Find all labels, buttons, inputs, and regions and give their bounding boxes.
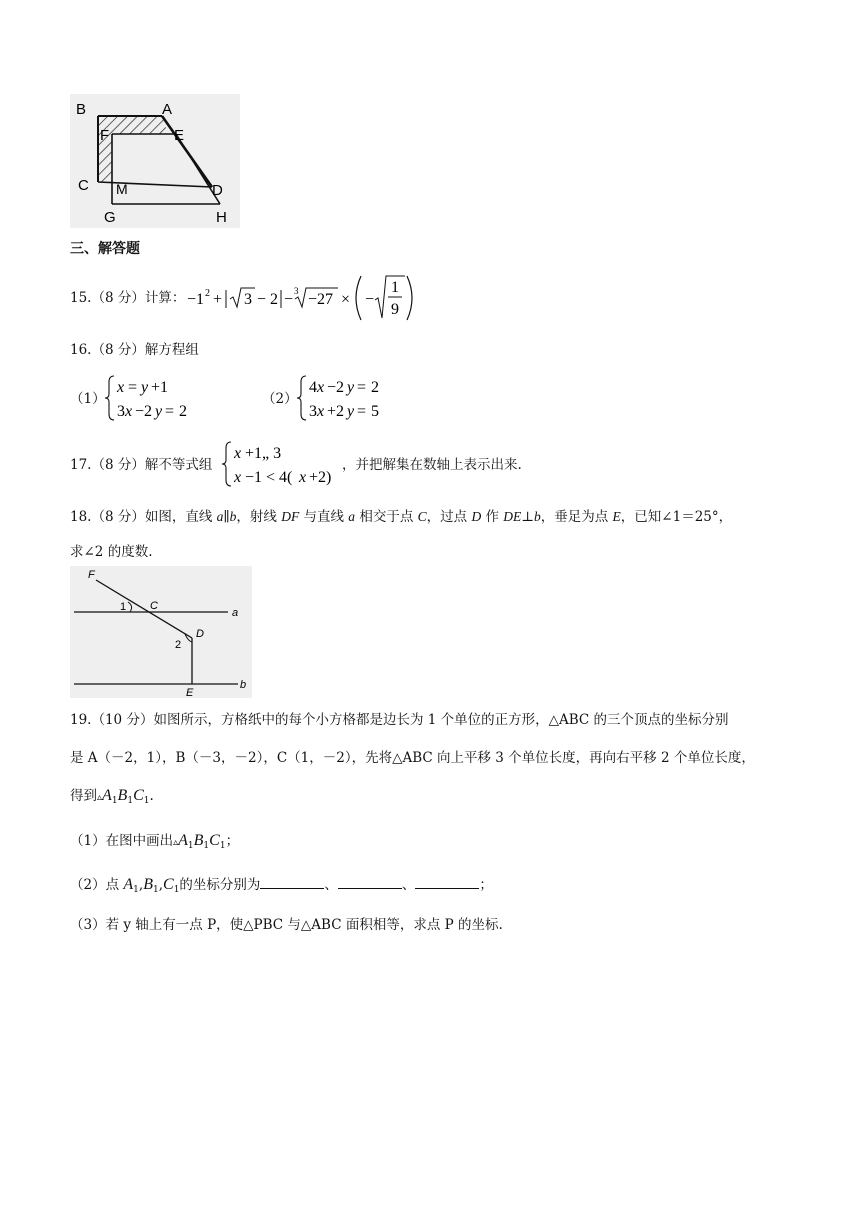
svg-text:×: ×	[341, 291, 351, 308]
q19-sub1: （1）在图中画出$▵A_1B_1C_1$；	[70, 832, 240, 851]
svg-text:=: =	[357, 403, 367, 420]
parallel-lines-figure	[70, 566, 252, 698]
svg-text:x: x	[234, 445, 242, 462]
svg-text:x: x	[299, 469, 307, 486]
q19-sub2-text-b: 的坐标分别为	[179, 877, 261, 893]
svg-text:−2: −2	[327, 379, 345, 396]
q16-head: 16.（8 分）解方程组	[70, 342, 199, 358]
svg-text:=: =	[357, 379, 367, 396]
svg-text:y: y	[347, 379, 355, 396]
svg-text:y: y	[155, 403, 163, 420]
svg-text:−1 < 4(: −1 < 4(	[245, 469, 293, 486]
q15-expression-svg	[183, 272, 413, 324]
q15-expression	[183, 272, 413, 324]
svg-text:x: x	[317, 403, 325, 420]
label-A: A	[162, 101, 173, 118]
svg-text:y: y	[141, 379, 149, 396]
svg-text:2: 2	[205, 288, 210, 299]
trapezoid-figure	[70, 94, 240, 228]
svg-text:−: −	[284, 291, 294, 308]
q16-part2-label: （2）	[262, 391, 298, 407]
svg-text:3: 3	[294, 286, 299, 296]
q18-text-1: 18.（8 分）如图，直线	[70, 509, 217, 525]
fig2-label-C: C	[150, 600, 158, 612]
q19-sub3: （3）若 y 轴上有一点 P，使△PBC 与△ABC 面积相等，求点 P 的坐标.	[70, 917, 503, 933]
svg-text:=: =	[128, 379, 138, 396]
svg-text:+2: +2	[327, 403, 345, 420]
fig2-label-F: F	[88, 569, 95, 581]
q17-tail: ，并把解集在数轴上表示出来.	[342, 457, 522, 473]
q16-system-2	[296, 372, 416, 424]
label-D: D	[212, 182, 223, 199]
svg-text:=: =	[165, 403, 175, 420]
fig2-label-1: 1	[120, 601, 127, 613]
answer-blank-c1[interactable]	[415, 874, 479, 889]
trapezoid-figure-svg	[70, 94, 240, 228]
q19-line1: 19.（10 分）如图所示，方格纸中的每个小方格都是边长为 1 个单位的正方形，△ABC 的三个顶点的坐标分别	[70, 712, 729, 728]
label-E: E	[174, 127, 185, 144]
q17-system	[221, 438, 341, 490]
svg-text:x: x	[317, 379, 325, 396]
label-H: H	[216, 209, 227, 226]
fig2-label-b: b	[240, 679, 247, 691]
answer-blank-b1[interactable]	[338, 874, 402, 889]
svg-text:x: x	[117, 379, 125, 396]
svg-text:+1„ 3: +1„ 3	[245, 445, 282, 462]
svg-text:9: 9	[391, 301, 399, 318]
fig2-label-E: E	[186, 687, 194, 698]
svg-text:2: 2	[179, 403, 187, 420]
label-M: M	[116, 181, 128, 197]
q18-line1: 18.（8 分）如图，直线 a∥b，射线 DF 与直线 a 相交于点 C，过点 D 作 DE⊥b，垂足为点 E，已知∠1＝25°，	[70, 509, 733, 525]
q19-line3: 得到$▵A_1B_1C_1$.	[70, 787, 154, 806]
svg-text:3: 3	[244, 291, 252, 308]
q16-part1-label: （1）	[70, 391, 106, 407]
fig2-label-2: 2	[175, 639, 182, 651]
svg-text:+2): +2)	[309, 469, 332, 486]
svg-text:2: 2	[270, 291, 278, 308]
svg-text:−27: −27	[308, 291, 334, 308]
svg-text:−1: −1	[187, 291, 205, 308]
q18-text-7: ，垂足为点	[540, 509, 613, 525]
q16-system-2-svg	[296, 372, 416, 424]
q19-sub2: （2）点 $A_1,B_1,C_1$的坐标分别为 、 、 ；	[70, 876, 493, 895]
svg-text:−: −	[257, 291, 267, 308]
svg-text:4: 4	[309, 379, 317, 396]
svg-text:−: −	[365, 291, 375, 308]
label-B: B	[76, 101, 87, 118]
q19-line3-text: 得到	[70, 788, 97, 804]
q16-system-1-svg	[104, 372, 224, 424]
q18-text-2: ，射线	[236, 509, 282, 525]
q18-text-5: ，过点	[426, 509, 472, 525]
svg-text:1: 1	[391, 279, 399, 296]
q16-system-1	[104, 372, 224, 424]
q18-line2: 求∠2 的度数.	[70, 544, 153, 560]
q17-system-svg	[221, 438, 341, 490]
q18-text-8: ，已知∠1＝25°，	[620, 509, 733, 525]
svg-text:x: x	[234, 469, 242, 486]
label-C: C	[78, 177, 89, 194]
svg-text:+: +	[213, 291, 223, 308]
svg-text:2: 2	[371, 379, 379, 396]
q19-sub2-text-a: （2）点	[70, 877, 120, 893]
q17-head: 17.（8 分）解不等式组	[70, 457, 213, 473]
fig2-label-D: D	[196, 628, 204, 640]
q18-text-6: 作	[481, 509, 504, 525]
answer-blank-a1[interactable]	[260, 874, 324, 889]
q19-line2: 是 A（－2，1），B（－3，－2），C（1，－2），先将△ABC 向上平移 3 个单位长度，再向右平移 2 个单位长度，	[70, 750, 755, 766]
label-F: F	[100, 127, 110, 144]
svg-text:−2: −2	[135, 403, 153, 420]
q19-sub1-text: （1）在图中画出	[70, 833, 174, 849]
svg-text:+1: +1	[151, 379, 169, 396]
svg-text:x: x	[125, 403, 133, 420]
svg-text:3: 3	[309, 403, 317, 420]
parallel-lines-figure-svg	[70, 566, 252, 698]
q15-head: 15.（8 分）计算：	[70, 290, 186, 306]
svg-text:5: 5	[371, 403, 379, 420]
section-title: 三、解答题	[70, 241, 140, 257]
q18-text-3: 与直线	[299, 509, 349, 525]
svg-text:y: y	[347, 403, 355, 420]
q18-text-4: 相交于点	[355, 509, 418, 525]
label-G: G	[104, 209, 116, 226]
svg-text:3: 3	[117, 403, 125, 420]
fig2-label-a: a	[232, 607, 239, 619]
